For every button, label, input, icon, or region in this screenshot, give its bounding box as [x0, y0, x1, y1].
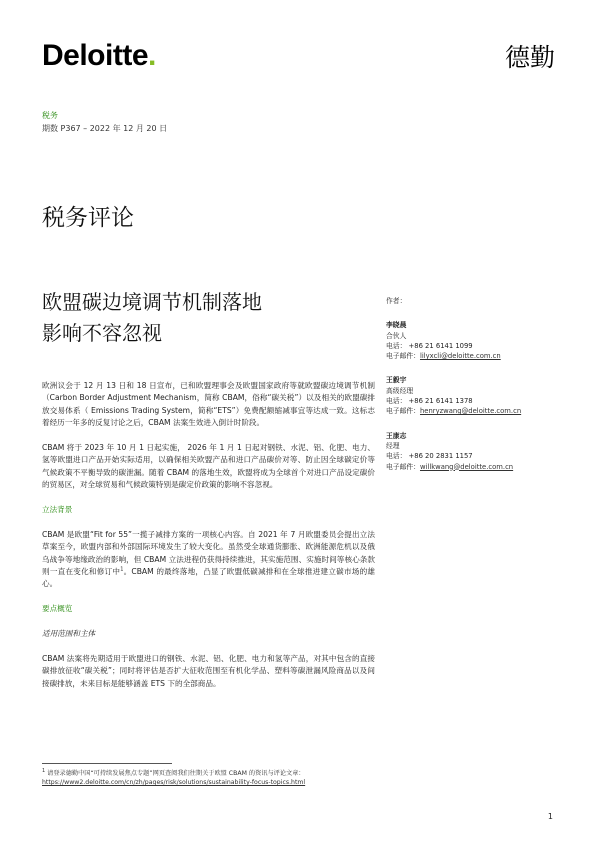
footnote-mark: 1: [42, 767, 46, 774]
author-card: [386, 375, 576, 416]
paragraph-background-text: CBAM 是欧盟“Fit for 55”一揽子减排方案的一项核心内容。自 2021 年 7 月欧盟委员会提出立法草案至今，欧盟内部和外部国际环境发生了较大变化。虽然受全球通货膨胀、欧洲能源危机以及俄乌战争等地缘政治的影响，但 CBAM 立法进程仍获得持续推进，其实施范围、实施时间等核心条款则一直在变化和修订中: [42, 529, 375, 577]
headline-line-1: 欧盟碳边境调节机制落地: [42, 290, 262, 314]
email-label: 电子邮件：: [386, 352, 420, 361]
footnote-body: 请登录德勤中国“可持续发展焦点专题”网页查阅我们往期关于欧盟 CBAM 的资讯与评论文章：: [45, 770, 305, 777]
category-label: 税务: [42, 111, 58, 120]
article-body: [42, 380, 375, 702]
paragraph-background-end: 。CBAM 的最终落地，凸显了欧盟低碳减排和在全球推进建立碳市场的雄心。: [42, 567, 376, 589]
paragraph-intro: 欧洲议会于 12 月 13 日和 18 日宣布，已和欧盟理事会及欧盟国家政府等就欧盟碳边境调节机制（Carbon Border Adjustment Mechanism，简称 CBAM，俗称“碳关税”）以及相关的欧盟碳排放交易体系（ Emissions Trading System，简称“ETS”）免费配额缩减事宜等达成一致。这标志着经历一年多的反复讨论之后，CBAM 法案生效进入倒计时阶段。: [42, 381, 375, 428]
paragraph-implementation: CBAM 将于 2023 年 10 月 1 日起实施， 2026 年 1 月 1 日起对钢铁、水泥、铝、化肥、电力、氢等欧盟进口产品开始实际适用，以确保相关欧盟产品和进口产品碳价对等、防止因全球碳定价等气候政策不平衡导致的碳泄漏。随着 CBAM 的落地生效，欧盟将成为全球首个对进口产品设定碳价的贸易区，对全球贸易和气候政策特别是碳定价政策的影响不容忽视。: [42, 443, 375, 490]
author-card: [386, 431, 576, 472]
author-role: 高级经理: [386, 386, 414, 395]
authors-sidebar: [386, 296, 576, 486]
section-heading-overview: 要点概览: [42, 604, 73, 614]
footnote-link[interactable]: https://www2.deloitte.com/cn/zh/pages/risk/solutions/sustainability-focus-topics.html: [42, 779, 306, 786]
author-email-row: [386, 462, 576, 472]
author-role: 合伙人: [386, 331, 407, 340]
author-name: 王康志: [386, 431, 407, 440]
publication-title: 税务评论: [42, 205, 134, 231]
section-heading-background: 立法背景: [42, 505, 73, 515]
subheading-scope: 适用范围和主体: [42, 629, 96, 639]
author-email-link[interactable]: henryzwang@deloitte.com.cn: [419, 407, 522, 416]
author-phone: 电话： +86 21 6141 1378: [386, 397, 473, 406]
author-email-row: [386, 351, 576, 361]
author-name: 李晓晨: [386, 321, 407, 330]
email-label: 电子邮件：: [386, 462, 420, 471]
logo-text: Deloitte: [42, 39, 149, 72]
logo-dot: .: [148, 39, 156, 72]
deloitte-logo-chinese: 德勤: [504, 43, 555, 72]
article-headline: [42, 287, 372, 349]
page-number: 1: [547, 812, 553, 821]
author-email-link[interactable]: lilyxcli@deloitte.com.cn: [419, 352, 501, 361]
deloitte-logo: [42, 40, 156, 72]
author-role: 经理: [386, 441, 400, 450]
author-email-link[interactable]: willkwang@deloitte.com.cn: [419, 462, 514, 471]
headline-line-2: 影响不容忽视: [42, 321, 162, 345]
authors-label: 作者：: [386, 297, 407, 305]
paragraph-scope: CBAM 法案将先期适用于欧盟进口的钢铁、水泥、铝、化肥、电力和氢等产品，对其中包含的直接碳排放征收“碳关税”；同时将评估是否扩大征收范围至有机化学品、塑料等碳泄漏风险商品以及间接碳排放，未来目标是能够涵盖 ETS 下的全部商品。: [42, 653, 375, 688]
email-label: 电子邮件：: [386, 407, 420, 416]
footnote-text: [42, 769, 402, 778]
footnote: [42, 769, 402, 787]
author-phone: 电话： +86 21 6141 1099: [386, 341, 473, 350]
paragraph-background: [42, 529, 375, 591]
issue-date: 期数 P367 – 2022 年 12 月 20 日: [42, 124, 168, 133]
author-email-row: [386, 406, 576, 416]
author-phone: 电话： +86 20 2831 1157: [386, 452, 473, 461]
author-name: 王毅宇: [386, 376, 407, 385]
author-card: [386, 320, 576, 361]
footnote-reference[interactable]: 1: [120, 566, 124, 573]
footnote-divider: [42, 763, 172, 764]
